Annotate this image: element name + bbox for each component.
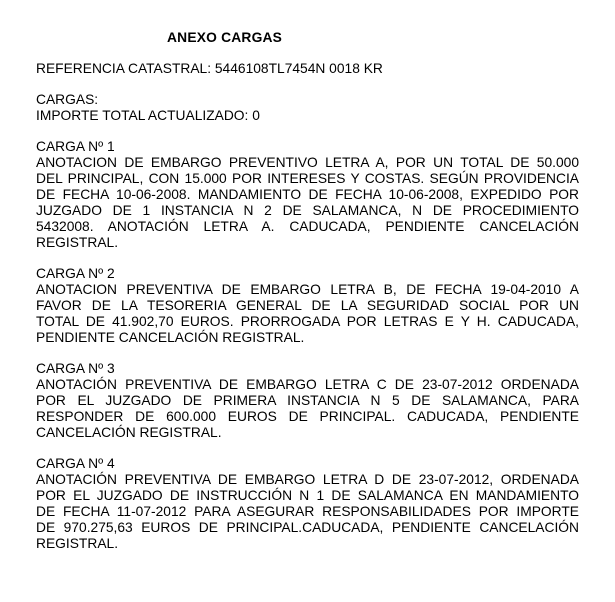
- carga-2-line: ANOTACION PREVENTIVA DE EMBARGO LETRA B, DE FECHA 19-04-2010 A: [36, 282, 579, 297]
- carga-2-line: FAVOR DE LA TESORERIA GENERAL DE LA SEGURIDAD SOCIAL POR UN: [36, 298, 579, 313]
- carga-3-line: POR EL JUZGADO DE PRIMERA INSTANCIA N 5 DE SALAMANCA, PARA: [36, 393, 579, 408]
- carga-4-line: POR EL JUZGADO DE INSTRUCCIÓN N 1 DE SALAMANCA EN MANDAMIENTO: [36, 488, 579, 503]
- carga-4-line: DE 970.275,63 EUROS DE PRINCIPAL.CADUCADA, PENDIENTE CANCELACIÓN: [36, 520, 579, 535]
- carga-1-line: 5432008. ANOTACIÓN LETRA A. CADUCADA, PENDIENTE CANCELACIÓN: [36, 219, 579, 234]
- carga-2-block: [36, 266, 579, 346]
- carga-3-line: RESPONDER DE 600.000 EUROS DE PRINCIPAL. CADUCADA, PENDIENTE: [36, 409, 579, 424]
- charges-label: CARGAS:: [36, 92, 99, 107]
- carga-4-heading: CARGA Nº 4: [36, 456, 115, 471]
- carga-1-line: JUZGADO DE 1 INSTANCIA N 2 DE SALAMANCA, N DE PROCEDIMIENTO: [36, 203, 579, 218]
- carga-2-line: TOTAL DE 41.902,70 EUROS. PRORROGADA POR LETRAS E Y H. CADUCADA,: [36, 314, 579, 329]
- carga-4-line: DE FECHA 11-07-2012 PARA ASEGURAR RESPONSABILIDADES POR IMPORTE: [36, 504, 579, 519]
- document-text-column: [36, 30, 579, 552]
- carga-3-heading: CARGA Nº 3: [36, 361, 115, 376]
- total-updated-amount-line: IMPORTE TOTAL ACTUALIZADO: 0: [36, 108, 260, 123]
- carga-3-line: ANOTACIÓN PREVENTIVA DE EMBARGO LETRA C DE 23-07-2012 ORDENADA: [36, 377, 579, 392]
- carga-1-block: [36, 139, 579, 251]
- carga-2-heading: CARGA Nº 2: [36, 266, 115, 281]
- carga-1-line: REGISTRAL.: [36, 235, 119, 250]
- carga-1-heading: CARGA Nº 1: [36, 139, 115, 154]
- carga-1-line: DEL PRINCIPAL, CON 15.000 POR INTERESES Y COSTAS. SEGÚN PROVIDENCIA: [36, 171, 579, 186]
- carga-4-line: REGISTRAL.: [36, 536, 119, 551]
- carga-4-line: ANOTACIÓN PREVENTIVA DE EMBARGO LETRA D DE 23-07-2012, ORDENADA: [36, 472, 579, 487]
- carga-2-line: PENDIENTE CANCELACIÓN REGISTRAL.: [36, 330, 305, 345]
- carga-3-block: [36, 361, 579, 441]
- document-title: ANEXO CARGAS: [167, 30, 283, 45]
- carga-1-line: DE FECHA 10-06-2008. MANDAMIENTO DE FECHA 10-06-2008, EXPEDIDO POR: [36, 187, 579, 202]
- carga-3-line: CANCELACIÓN REGISTRAL.: [36, 425, 222, 440]
- charges-summary: [36, 92, 579, 124]
- carga-1-line: ANOTACION DE EMBARGO PREVENTIVO LETRA A, POR UN TOTAL DE 50.000: [36, 155, 579, 170]
- cadastral-reference-line: REFERENCIA CATASTRAL: 5446108TL7454N 0018 KR: [36, 61, 383, 76]
- carga-4-block: [36, 456, 579, 552]
